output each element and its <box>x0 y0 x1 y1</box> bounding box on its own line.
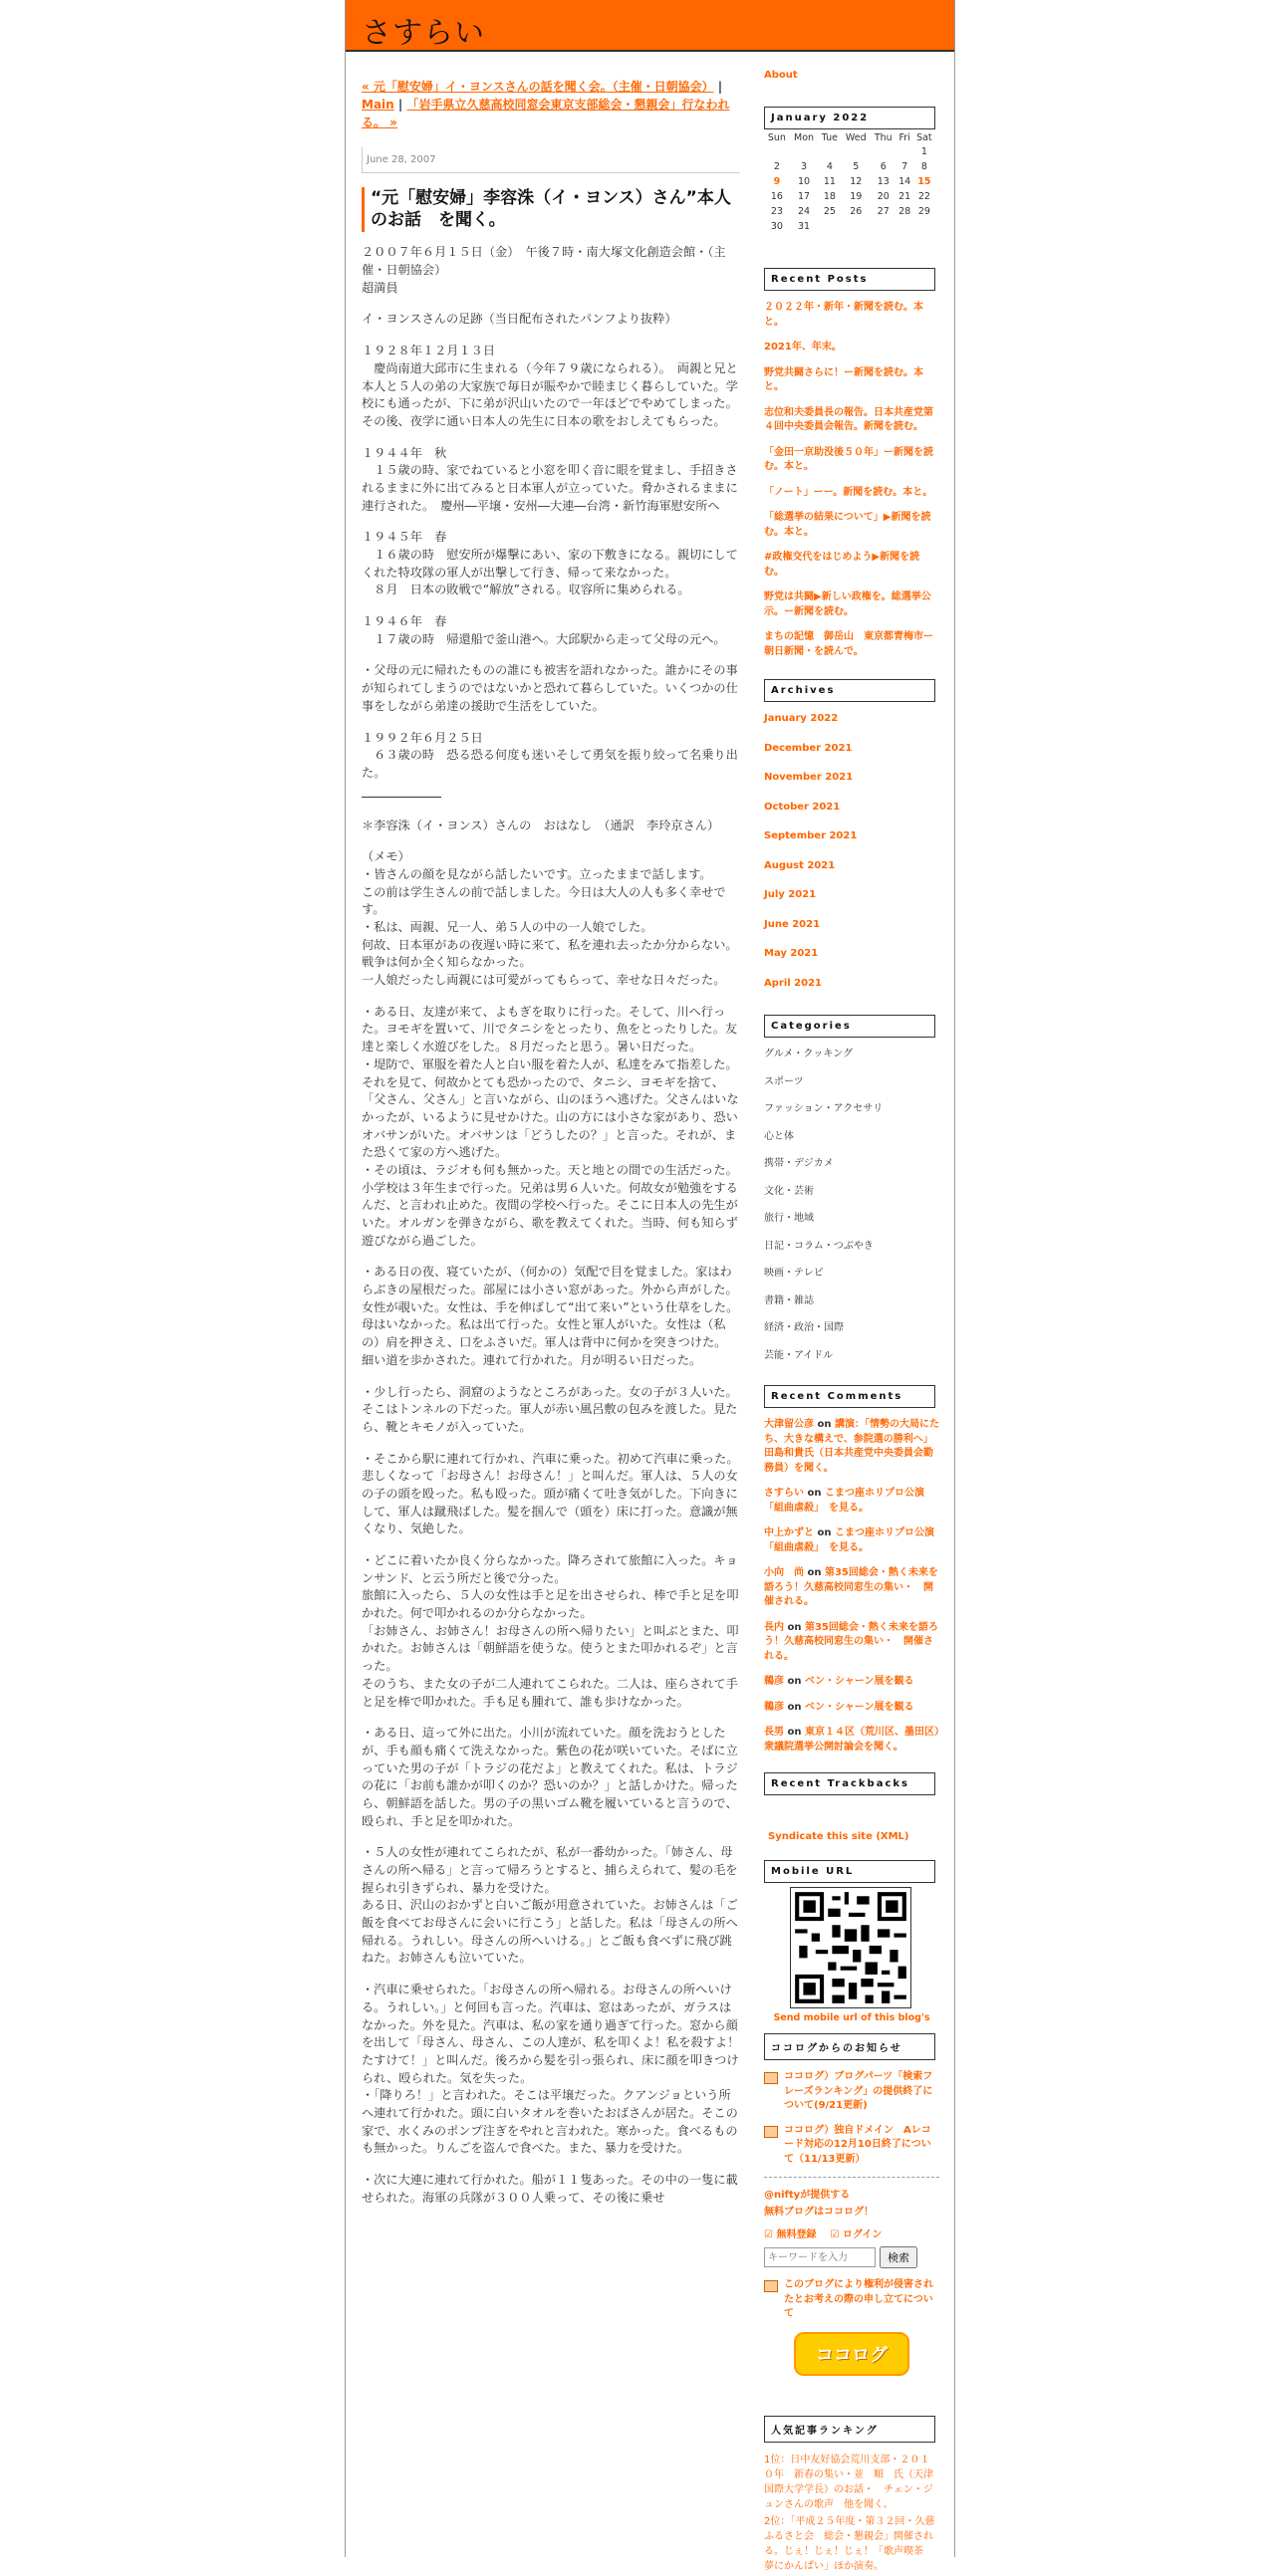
comment-item <box>764 1701 939 1716</box>
login-link[interactable]: ☑ ログイン <box>830 2229 883 2240</box>
notice-icon <box>764 2072 778 2084</box>
calendar-day: 1 <box>920 146 927 157</box>
archive-link[interactable]: November 2021 <box>764 772 854 783</box>
calendar-day[interactable]: 9 <box>773 176 781 187</box>
calendar-day: 11 <box>823 176 836 187</box>
calendar-day: 7 <box>901 161 908 172</box>
comment-post-link[interactable]: こまつ座ホリプロ公演「組曲虐殺」 を見る。 <box>764 1527 934 1553</box>
comment-item <box>764 1621 939 1665</box>
comment-on: on <box>784 1676 805 1687</box>
main-link[interactable]: Main <box>362 98 394 112</box>
calendar-header-row <box>764 131 935 144</box>
comment-post-link[interactable]: 講演：「情勢の大局にたち、大きな構えで、参院選の勝利へ」 田島和貴氏（日本共産党中央委員会勤務員）を聞く。 <box>764 1419 939 1474</box>
category-link[interactable]: 書籍・雑誌 <box>764 1294 814 1306</box>
notice-icon <box>764 2280 778 2292</box>
category-link[interactable]: グルメ・クッキング <box>764 1049 854 1059</box>
calendar-day: 13 <box>877 176 890 187</box>
search-input[interactable] <box>764 2247 876 2267</box>
calendar-week <box>764 159 935 174</box>
report-label: このブログにより権利が侵害されたとお考えの際の申し立てについて <box>784 2279 933 2319</box>
comment-on: on <box>784 1621 805 1633</box>
post-paragraph: ・ある日の夜、寝ていたが、（何かの）気配で目を覚ました。家はわらぶきの屋根だった。部屋には小さい窓があった。外から声がした。女性が覗いた。女性は、手を伸ばして“出て来い”という仕草をした。母はいなかった。私は出て行った。女性と軍人がいた。女性は（私の）肩を押さえ、口をふさいだ。軍人は背中に何かを突きつけた。 細い道を歩かされた。連れて行かれた。月が明るい日だった。 <box>362 1265 739 1367</box>
calendar-body <box>764 144 935 234</box>
recent-post-link[interactable]: 志位和夫委員長の報告。日本共産党第４回中央委員会報告。新聞を読む。 <box>764 406 933 432</box>
recent-post-link[interactable]: #政権交代をはじめよう▶新聞を読む。 <box>764 552 920 578</box>
calendar-day: 14 <box>898 176 911 187</box>
nifty-line: @niftyが提供する <box>764 2190 851 2201</box>
comment-author[interactable]: 長内 <box>764 1621 784 1633</box>
mobile-url-title: Mobile URL <box>764 1860 935 1883</box>
calendar-day <box>790 144 819 159</box>
calendar-day: 29 <box>917 206 930 217</box>
comment-on: on <box>814 1419 835 1430</box>
calendar-day <box>896 219 913 234</box>
calendar-day <box>818 144 841 159</box>
ranking-title: 人気記事ランキング <box>764 2416 935 2443</box>
post-body-continued <box>362 818 740 2208</box>
categories-list <box>764 1048 939 1363</box>
category-link[interactable]: ファッション・アクセサリ <box>764 1103 884 1114</box>
nav-separator: | <box>713 80 723 94</box>
category-link[interactable]: スポーツ <box>764 1075 804 1087</box>
archive-link[interactable]: September 2021 <box>764 830 858 841</box>
about-link[interactable]: About <box>764 70 798 81</box>
comment-item <box>764 1566 939 1610</box>
recent-post-link[interactable]: ２０２２年・新年・新聞を読む。本と。 <box>764 302 923 328</box>
calendar-day: 22 <box>917 191 930 202</box>
comment-item <box>764 1726 939 1755</box>
cocolog-logo[interactable]: ココログ <box>794 2332 909 2376</box>
qr-code-icon <box>790 1887 911 2008</box>
recent-comments-list <box>764 1418 939 1755</box>
calendar-day: 2 <box>773 161 780 172</box>
recent-post-link[interactable]: 野党共闘さらに！ー新聞を読む。本と。 <box>764 366 923 392</box>
calendar-title: January 2022 <box>764 107 935 129</box>
post-paragraph: ・そこから駅に連れて行かれ、汽車に乗った。初めて汽車に乗った。悲しくなって「お母さん！お母さん！」と叫んだ。軍人は、５人の女の子の頭を殴った。私も殴った。頭が痛くて吐き気がした。下向きにして、軍人は蹴飛ばした。髪を掴んで（頭を）床に打った。意識が無くなり、気絶した。 <box>362 1451 739 1536</box>
calendar-day: 18 <box>823 191 836 202</box>
comment-on: on <box>804 1567 825 1578</box>
comment-author[interactable]: 小向 尚 <box>764 1567 804 1578</box>
calendar-day: 25 <box>823 206 836 217</box>
post-paragraph: ・どこに着いたか良く分らなかった。降ろされて旅館に入った。キョンサンド、と云う所だと後で分った。 旅館に入ったら、５人の女性は手と足を出させられ、棒で手と足を叩かれた。何で叩かれるのか分らなかった。 「お姉さん、お姉さん！お母さんの所へ帰りたい」と叫ぶとまた、叩かれた。お姉さんは「朝鮮語を使うな。使うとまた叩かれるぞ」と言った。 そのうち、また女の子が二人連れてこられた。二人は、座らされて手と足を棒で叩かれた。手も足も腫れて、誰も歩けなかった。 <box>362 1553 739 1709</box>
calendar-day: 19 <box>850 191 863 202</box>
archive-link[interactable]: October 2021 <box>764 801 841 813</box>
notice-icon <box>764 2126 778 2138</box>
post-paragraph: １９２８年１２月１３日 慶尚南道大邱市に生まれる（今年７９歳になられる）。 両親と兄と本人と５人の弟の大家族で毎日が賑やかで睦まじく暮らしていた。学校にも通ったが、下に弟が沢山いたので一年ほどでやめてしまった。その後、夜学に通い日本人の先生に日本の歌をおしえてもらった。 <box>362 344 738 428</box>
calendar-day: 23 <box>770 206 783 217</box>
divider <box>362 797 441 798</box>
notice-label: ココログ）ブログパーツ「検索フレーズランキング」の提供終了について(9/21更新) <box>784 2071 933 2111</box>
calendar <box>764 131 935 234</box>
calendar-day[interactable]: 15 <box>917 176 931 187</box>
recent-post-link[interactable]: 「総選挙の結果について」▶新聞を読む。本と。 <box>764 512 931 538</box>
archive-link[interactable]: December 2021 <box>764 742 853 754</box>
prev-post-link[interactable]: « 元「慰安婦」イ・ヨンスさんの話を聞く会。（主催・日朝協会） <box>362 80 714 94</box>
calendar-day <box>818 219 841 234</box>
comment-author[interactable]: さすらい <box>764 1488 804 1499</box>
post-date: June 28, 2007 <box>362 147 740 173</box>
calendar-day-header: Thu <box>874 132 893 143</box>
calendar-day: 3 <box>801 161 808 172</box>
ranking-list <box>764 2453 939 2574</box>
calendar-day: 4 <box>826 161 833 172</box>
notice-item[interactable] <box>764 2124 939 2168</box>
category-link[interactable]: 旅行・地域 <box>764 1213 814 1224</box>
calendar-day <box>841 219 871 234</box>
recent-post-link[interactable]: 「ノート」ーー。新聞を読む。本と。 <box>764 486 933 498</box>
calendar-day-header: Sun <box>767 132 786 143</box>
category-link[interactable]: 芸能・アイドル <box>764 1349 834 1361</box>
search-button[interactable]: 検索 <box>880 2246 917 2268</box>
calendar-day-header: Tue <box>821 132 839 143</box>
syndicate-link[interactable]: Syndicate this site (XML) <box>768 1831 909 1842</box>
post-paragraph: ＊李容洙（イ・ヨンス）さんの おはなし （通訳 李玲京さん） <box>362 818 720 832</box>
calendar-day: 10 <box>798 176 811 187</box>
recent-post-link[interactable]: 「金田一京助没後５０年」ー新聞を読む。本と。 <box>764 446 933 472</box>
archive-link[interactable]: July 2021 <box>764 889 817 900</box>
comment-on: on <box>814 1527 835 1538</box>
archive-link[interactable]: May 2021 <box>764 948 819 959</box>
register-link[interactable]: ☑ 無料登録 <box>764 2229 817 2240</box>
post-body <box>362 244 740 782</box>
comment-post-link[interactable]: 東京１４区（荒川区、墨田区）衆議院選挙公開討論会を聞く。 <box>764 1727 939 1753</box>
calendar-week <box>764 144 935 159</box>
page-column <box>345 0 955 2572</box>
post-paragraph: １９９２年６月２５日 ６３歳の時 恐る恐る何度も迷いそして勇気を振り絞って名乗り出た。 <box>362 730 738 780</box>
calendar-day: 21 <box>898 191 911 202</box>
post-paragraph: ・少し行ったら、洞窟のようなところがあった。女の子が３人いた。そこはトンネルの下だった。軍人が赤い風呂敷の包みを渡した。見たら、靴とキモノが入っていた。 <box>362 1384 738 1434</box>
notice-label: ココログ）独自ドメイン Aレコード対応の12月10日終了について（11/13更新） <box>784 2124 931 2165</box>
calendar-day: 28 <box>898 206 911 217</box>
recent-trackbacks-title: Recent Trackbacks <box>764 1772 935 1795</box>
post-paragraph: ・ある日、友達が来て、よもぎを取りに行った。そして、川へ行った。ヨモギを置いて、川でタニシをとったり、魚をとったりした。友達と楽しく水遊びをした。８月だったと思う。暑い日だった。 ・堤防で、軍服を着た人と白い服を着た人が、私達をみて指差した。それを見て、何故かとても恐かったので、タニシ、ヨモギを捨て、「父さん、父さん」と言いながら、山のほうへ逃げた。父さんはいなかったが、いるように見せかけた。山の方には小さな家があり、恐いオバサンがいた。オバサンは「どうしたの？」と言った。それが、また恐くて家の方へ逃げた。 ・その頃は、ラジオも何も無かった。天と地との間での生活だった。小学校は３年生まで行った。兄弟は男６人いた。何故女が勉強をするんだ、と言われ止めた。夜間の学校へ行った。そこに日本人の先生がいた。オルガンを弾きながら、歌を教えてくれた。当時、何も知らず遊びながら過ごした。 <box>362 1004 739 1248</box>
report-link[interactable] <box>764 2278 939 2322</box>
calendar-day <box>764 144 790 159</box>
recent-post-link[interactable]: まちの記憶 御岳山 東京都青梅市ー朝日新聞・を読んで。 <box>764 631 933 657</box>
calendar-day-header: Mon <box>794 132 815 143</box>
calendar-day <box>871 144 895 159</box>
register-label: 無料登録 <box>776 2229 817 2240</box>
archive-link[interactable]: June 2021 <box>764 918 821 930</box>
comment-item <box>764 1487 939 1516</box>
archive-link[interactable]: August 2021 <box>764 859 836 871</box>
post-paragraph: １９４４年 秋 １５歳の時、家でねていると小窓を叩く音に眼を覚まし、手招きされるままに外に出てみると日本軍人が立っていた。脅かされるままに連行された。 慶州―平壌・安州―大連―台湾・新竹海軍慰安所へ <box>362 445 738 513</box>
cocolog-notice-title: ココログからのお知らせ <box>764 2033 935 2060</box>
calendar-day-header: Wed <box>845 132 867 143</box>
calendar-day: 17 <box>798 191 811 202</box>
calendar-day-header: Sat <box>916 132 932 143</box>
comment-post-link[interactable]: 第35回総会・熱く未来を語ろう！久慈高校同窓生の集い・ 開催される。 <box>764 1621 938 1662</box>
comment-item <box>764 1675 939 1690</box>
calendar-day: 16 <box>770 191 783 202</box>
calendar-day: 5 <box>853 161 860 172</box>
post-paragraph: １９４５年 春 １６歳の時 慰安所が爆撃にあい、家の下敷きになる。親切にしてくれた特攻隊の軍人が出撃して行き、帰って来なかった。 ８月 日本の敗戦で“解放”される。収容所に集められる。 <box>362 530 738 597</box>
calendar-day <box>896 144 913 159</box>
post-paragraph: （メモ） ・皆さんの顔を見ながら話したいです。立ったままで話します。 この前は学生さんの前で話しました。今日は大人の人も多く幸せです。 ・私は、両親、兄一人、弟５人の中の一人娘でした。 何故、日本軍があの夜遅い時に来て、私を連れ去ったか分からない。戦争は何か全く知らなかった。 一人娘だったし両親には可愛がってもらって、幸せな日々だった。 <box>362 849 738 988</box>
calendar-week <box>764 189 935 204</box>
notices-list <box>764 2070 939 2167</box>
calendar-day: 8 <box>920 161 927 172</box>
comment-item <box>764 1526 939 1555</box>
recent-posts-title: Recent Posts <box>764 268 935 291</box>
calendar-week <box>764 174 935 189</box>
comment-post-link[interactable]: ベン・シャーン展を観る <box>804 1676 914 1687</box>
comment-on: on <box>784 1701 805 1713</box>
sidebar <box>764 70 939 2576</box>
post-paragraph: ２００７年６月１５日（金） 午後７時・南大塚文化創造会館・（主催・日朝協会） 超満員 <box>362 245 726 295</box>
post-paragraph: ・次に大連に連れて行かれた。船が１１隻あった。その中の一隻に載せられた。海軍の兵隊が３００人乗って、その後に乗せ <box>362 2173 738 2205</box>
calendar-day <box>871 219 895 234</box>
categories-title: Categories <box>764 1015 935 1038</box>
post-paragraph: ・父母の元に帰れたものの誰にも被害を語れなかった。誰かにその事が知られてしまうのではないかと恐れて暮らしていた。いくつかの仕事をしながら弟達の援助で生活をしていた。 <box>362 663 738 713</box>
calendar-day: 27 <box>877 206 890 217</box>
category-link[interactable]: 映画・テレビ <box>764 1268 824 1279</box>
post-navigation <box>362 78 740 131</box>
post-paragraph: １９４６年 春 １７歳の時 帰還船で釜山港へ。大邱駅から走って父母の元へ。 <box>362 614 726 646</box>
calendar-day: 30 <box>770 221 783 232</box>
calendar-day: 26 <box>850 206 863 217</box>
comment-on: on <box>784 1727 805 1738</box>
main-content <box>362 78 740 2221</box>
archive-link[interactable]: April 2021 <box>764 977 822 989</box>
recent-post-link[interactable]: 野党は共闘▶新しい政権を。総選挙公示。ー新聞を読む。 <box>764 591 931 617</box>
calendar-day-header: Fri <box>898 132 910 143</box>
category-link[interactable]: 携帯・デジカメ <box>764 1158 834 1169</box>
blog-title[interactable]: さすらい <box>362 16 485 51</box>
calendar-week <box>764 204 935 219</box>
comment-post-link[interactable]: こまつ座ホリプロ公演「組曲虐殺」 を見る。 <box>764 1488 924 1514</box>
post-paragraph: ・ある日、這って外に出た。小川が流れていた。顔を洗おうとしたが、手も顔も痛くて洗えなかった。紫色の花が咲いていた。そばに立っていた男の子が「トラジの花だよ」と教えてくれた。私は、トラジの花に「お前も誰かが叩くのか？恐いのか？」と話しかけた。帰ったら、朝鮮語を話した。男の子の黒いゴム靴を履いていると言うので、殴られ、手と足を叩かれた。 <box>362 1726 738 1828</box>
post-title: “元「慰安婦」李容洙（イ・ヨンス）さん”本人のお話 を聞く。 <box>362 187 740 233</box>
free-blog-link[interactable]: 無料ブログはココログ！ <box>764 2207 874 2218</box>
post-paragraph: ・汽車に乗せられた。「お母さんの所へ帰れる。お母さんの所へいける。うれしい。」と何回も言った。汽車は、窓はあったが、ガラスはなかった。外を見た。汽車は、私の家を通り過ぎて行った。窓から顔を出して「母さん、母さん、この人達が、私を叩くよ！私を殺すよ！たすけて！」と叫んだ。後ろから髪を引っ張られ、床に顔を叩きつけられ、殴られた。気を失った。 ・「降りろ！」と言われた。そこは平壌だった。クアンジョという所へ連れて行かれた。頭に白いタオルを巻いたおばさんが居た。そこの家で、水くみのポンプ注ぎをやれと言われた。寒かった。食べるものも無かった。りんごを盗んで食べた。また、暴力を受けた。 <box>362 1983 740 2156</box>
login-label: ログイン <box>842 2229 883 2240</box>
calendar-day: 31 <box>798 221 811 232</box>
calendar-day: 12 <box>850 176 863 187</box>
comment-author[interactable]: 大津留公彦 <box>764 1419 814 1430</box>
comment-author[interactable]: 鵜彦 <box>764 1701 784 1713</box>
comment-author[interactable]: 中上かずと <box>764 1527 814 1538</box>
comment-item <box>764 1418 939 1476</box>
post-paragraph: ・５人の女性が連れてこられたが、私が一番幼かった。「姉さん、母さんの所へ帰る」と言って帰ろうとすると、捕らえられて、髪の毛を握られ引きずられ、暴力を受けた。 ある日、沢山のおかずと白いご飯が用意されていた。お姉さんは「ご飯を食べてお母さんに会いに行こう」と話した。私は「母さんの所へ帰れる。うれしい。母さんの所へいける。」とご飯も食べずに飛び跳ねた。お姉さんも泣いていた。 <box>362 1845 738 1966</box>
comment-post-link[interactable]: 第35回総会・熱く未来を語ろう！久慈高校同窓生の集い・ 開催される。 <box>764 1567 938 1607</box>
calendar-day <box>913 219 935 234</box>
next-post-link[interactable]: 「岩手県立久慈高校同窓会東京支部総会・懇親会」行なわれる。 » <box>362 98 730 129</box>
category-link[interactable]: 心と体 <box>764 1130 794 1142</box>
comment-post-link[interactable]: ベン・シャーン展を観る <box>804 1701 914 1713</box>
category-link[interactable]: 文化・芸術 <box>764 1185 814 1197</box>
category-link[interactable]: 日記・コラム・つぶやき <box>764 1240 874 1252</box>
calendar-day: 20 <box>877 191 890 202</box>
calendar-day: 24 <box>798 206 811 217</box>
recent-comments-title: Recent Comments <box>764 1385 935 1408</box>
post-paragraph: イ・ヨンスさんの足跡（当日配布されたパンフより抜粋） <box>362 312 677 327</box>
notice-item[interactable] <box>764 2070 939 2114</box>
comment-on: on <box>804 1488 825 1499</box>
archives-list <box>764 712 939 991</box>
ranking-item[interactable]: 2位：「平成２５年度・第３２回・久慈ふるさと会 総会・懇親会」開催される。じぇ！じぇ！じぇ！「歌声喫茶 夢にかんぱい」ほか演奏。 <box>764 2515 935 2572</box>
calendar-day <box>841 144 871 159</box>
comment-author[interactable]: 鵜彦 <box>764 1676 784 1687</box>
category-link[interactable]: 経済・政治・国際 <box>764 1322 844 1333</box>
recent-post-link[interactable]: 2021年、年末。 <box>764 342 842 352</box>
recent-posts-list <box>764 301 939 659</box>
comment-author[interactable]: 長男 <box>764 1727 784 1738</box>
blog-banner <box>346 0 954 52</box>
calendar-day: 6 <box>880 161 887 172</box>
archives-title: Archives <box>764 679 935 702</box>
calendar-week <box>764 219 935 234</box>
ranking-item[interactable]: 1位：日中友好協会荒川支部・２０１０年 新春の集い・並 順 氏（天津国際大学学長）のお話・ チェン・ジュンさんの歌声 他を聞く。 <box>764 2454 933 2510</box>
nav-separator: | <box>393 98 407 112</box>
archive-link[interactable]: January 2022 <box>764 713 839 724</box>
send-mobile-url-link[interactable]: Send mobile url of this blog's <box>773 2012 930 2023</box>
